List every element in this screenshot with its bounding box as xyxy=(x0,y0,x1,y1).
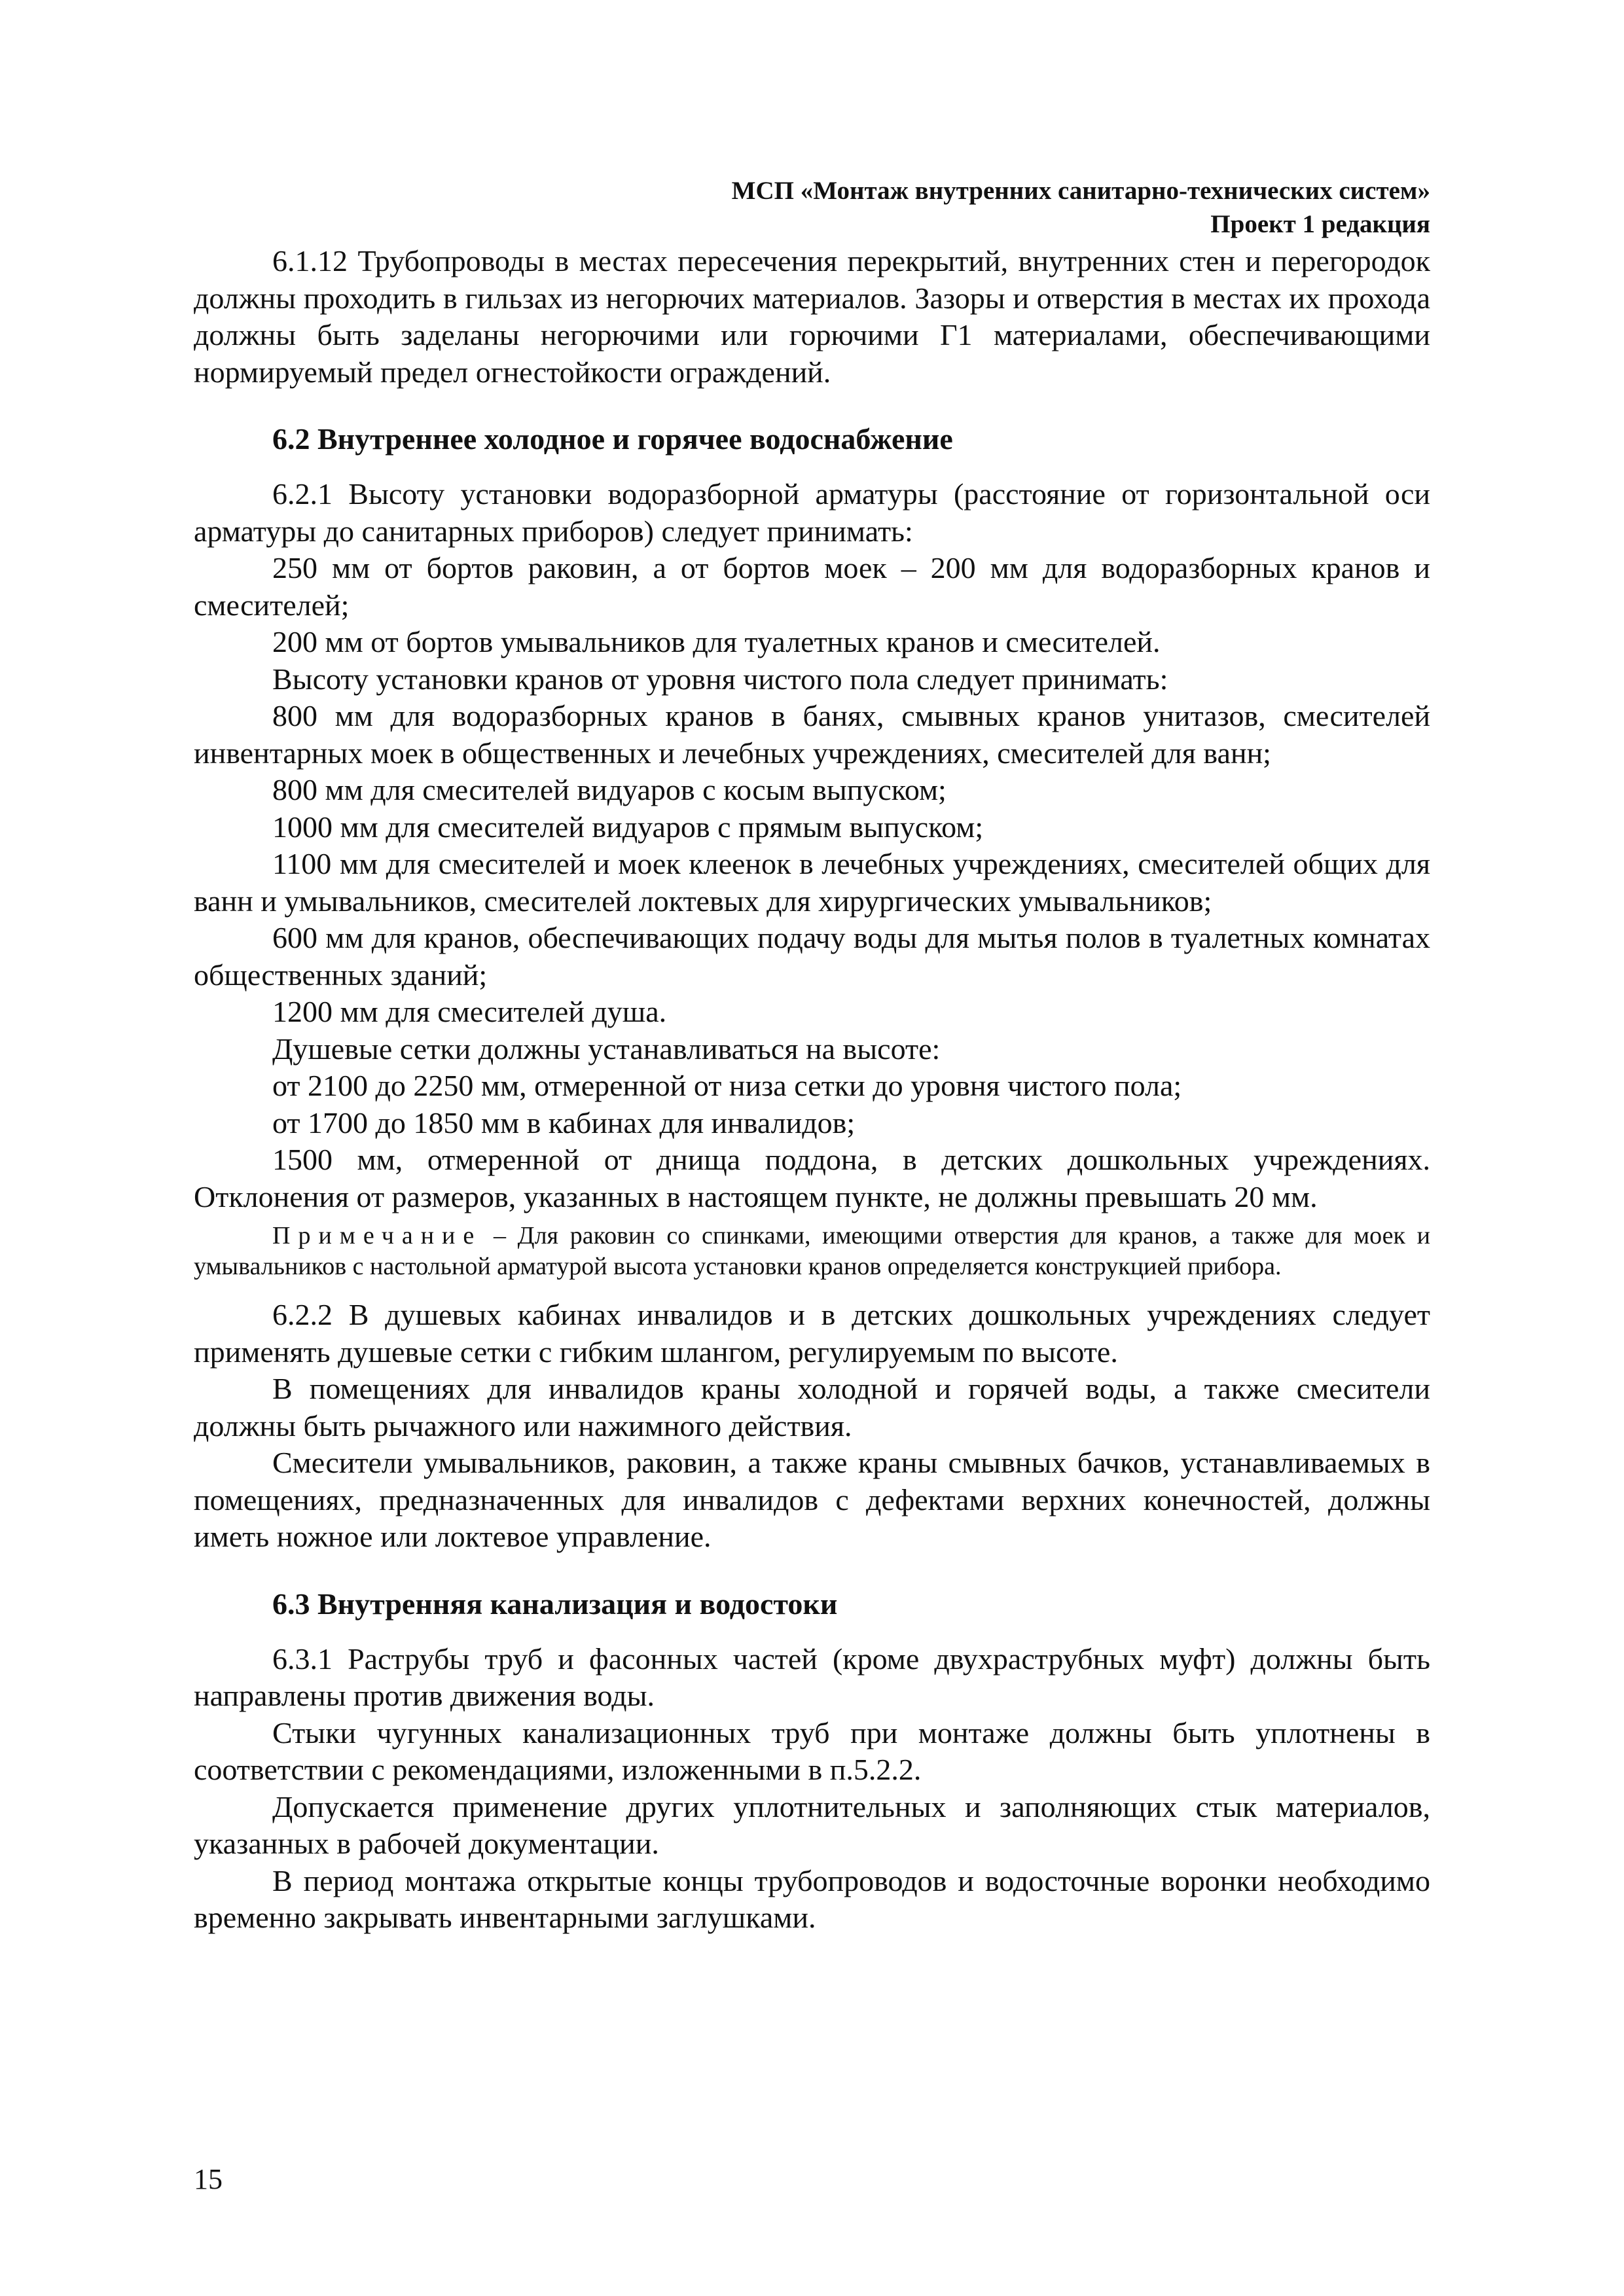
paragraph: 600 мм для кранов, обеспечивающих подачу воды для мытья полов в туалетных комнатах общественных зданий; xyxy=(194,921,1430,992)
paragraph: 250 мм от бортов раковин, а от бортов моек – 200 мм для водоразборных кранов и смесителей; xyxy=(194,551,1430,622)
section-heading-6-3: 6.3 Внутренняя канализация и водостоки xyxy=(272,1587,838,1621)
paragraph-6-2-2: 6.2.2 В душевых кабинах инвалидов и в детских дошкольных учреждениях следует применять душевые сетки с гибким шлангом, регулируемым по высоте. xyxy=(194,1298,1430,1369)
paragraph: Душевые сетки должны устанавливаться на высоте: xyxy=(272,1031,941,1066)
paragraph: 1200 мм для смесителей душа. xyxy=(272,995,667,1028)
page-number: 15 xyxy=(194,2163,223,2195)
note-label: Примечание xyxy=(272,1222,482,1249)
paragraph: Стыки чугунных канализационных труб при монтаже должны быть уплотнены в соответствии с рекомендациями, изложенными в п.5.2.2. xyxy=(194,1715,1430,1786)
paragraph: 800 мм для водоразборных кранов в банях, смывных кранов унитазов, смесителей инвентарных моек в общественных и лечебных учреждениях, смесителей для ванн; xyxy=(194,699,1430,770)
paragraph-6-1-12: 6.1.12 Трубопроводы в местах пересечения перекрытий, внутренних стен и перегородок должны проходить в гильзах из негорючих материалов. Зазоры и отверстия в местах их прохода должны быть заделаны негорючими или горючими Г1 материалами, обеспечивающими нормируемый предел огнестойкости ограждений. xyxy=(194,244,1430,389)
header-edition: Проект 1 редакция xyxy=(1210,210,1430,238)
paragraph: 1100 мм для смесителей и моек клеенок в лечебных учреждениях, смесителей общих для ванн и умывальников, смесителей локтевых для хирургических умывальников; xyxy=(194,847,1430,918)
paragraph: 6.2.1 Высоту установки водоразборной арматуры (расстояние от горизонтальной оси арматуры до санитарных приборов) следует принимать: xyxy=(194,477,1430,548)
paragraph: от 1700 до 1850 мм в кабинах для инвалидов; xyxy=(272,1105,856,1139)
paragraph: 200 мм от бортов умывальников для туалетных кранов и смесителей. xyxy=(272,625,1161,658)
paragraph: В помещениях для инвалидов краны холодной и горячей воды, а также смесители должны быть рычажного или нажимного действия. xyxy=(194,1372,1430,1443)
paragraph: 800 мм для смесителей видуаров с косым выпуском; xyxy=(272,773,947,806)
note-text: – Для раковин со спинками, имеющими отверстия для кранов, а также для моек и умывальников с настольной арматурой высота установки кранов определяется конструкцией прибора. xyxy=(194,1222,1430,1280)
note xyxy=(194,1221,1430,1282)
paragraph: В период монтажа открытые концы трубопроводов и водосточные воронки необходимо временно закрывать инвентарными заглушками. xyxy=(194,1863,1430,1934)
paragraph: Высоту установки кранов от уровня чистого пола следует принимать: xyxy=(272,662,1168,696)
paragraph: от 2100 до 2250 мм, отмеренной от низа сетки до уровня чистого пола; xyxy=(272,1069,1182,1102)
header-document-title: МСП «Монтаж внутренних санитарно-технических систем» xyxy=(731,177,1430,205)
paragraph-6-3-1: 6.3.1 Раструбы труб и фасонных частей (кроме двухраструбных муфт) должны быть направлены против движения воды. xyxy=(194,1641,1430,1712)
page-header xyxy=(194,174,1430,241)
paragraph: 1500 мм, отмеренной от днища поддона, в детских дошкольных учреждениях. Отклонения от размеров, указанных в настоящем пункте, не должны превышать 20 мм. xyxy=(194,1143,1430,1213)
paragraph: Смесители умывальников, раковин, а также краны смывных бачков, устанавливаемых в помещениях, предназначенных для инвалидов с дефектами верхних конечностей, должны иметь ножное или локтевое управление. xyxy=(194,1446,1430,1553)
document-body xyxy=(194,243,1430,1937)
section-heading-6-2: 6.2 Внутреннее холодное и горячее водоснабжение xyxy=(272,422,953,456)
paragraph: Допускается применение других уплотнительных и заполняющих стык материалов, указанных в рабочей документации. xyxy=(194,1789,1430,1860)
paragraph: 1000 мм для смесителей видуаров с прямым выпуском; xyxy=(272,810,984,844)
